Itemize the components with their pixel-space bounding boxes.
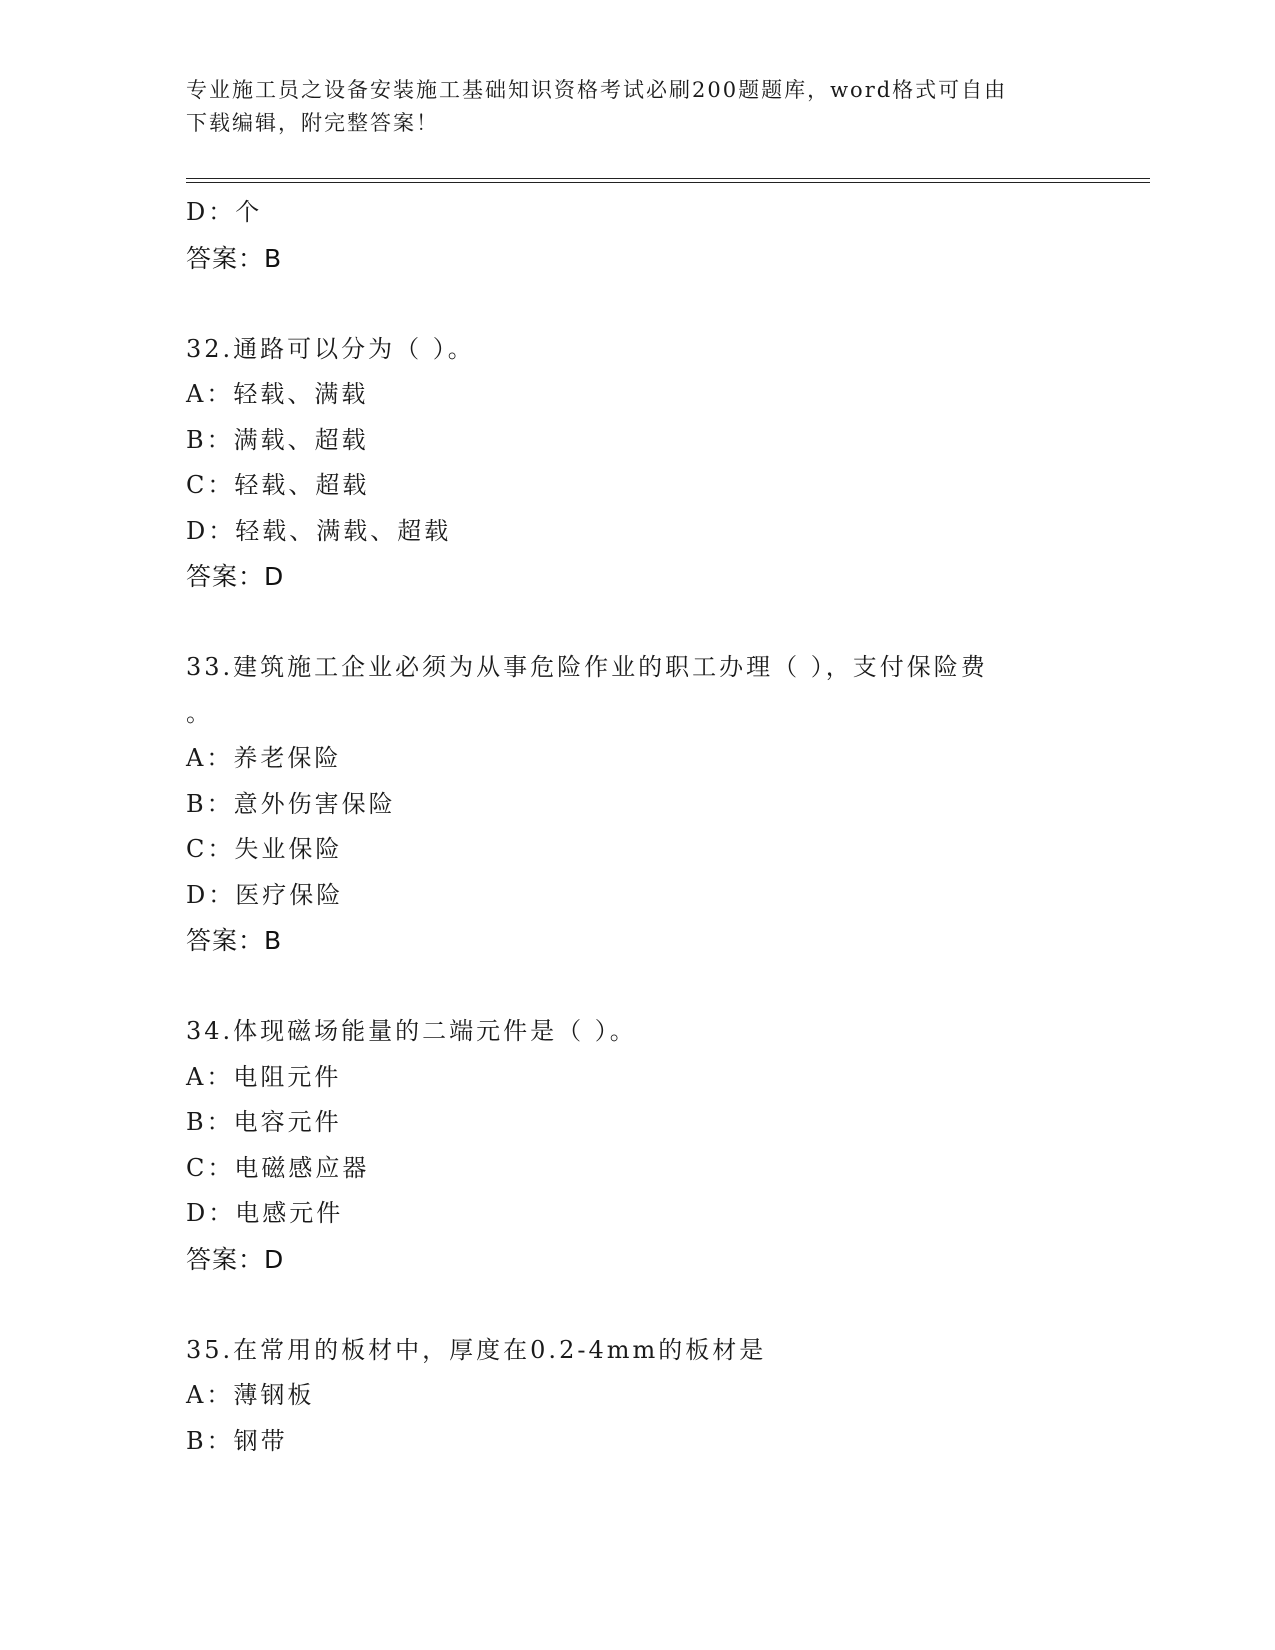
spacer xyxy=(186,281,1086,327)
question-stem: 33.建筑施工企业必须为从事危险作业的职工办理（ ），支付保险费 xyxy=(186,653,988,681)
option-d: D：个 xyxy=(186,198,263,226)
spacer xyxy=(186,1282,1086,1328)
question-list xyxy=(186,190,1086,1464)
option-c: C：轻载、超载 xyxy=(186,471,370,499)
option-d: D：轻载、满载、超载 xyxy=(186,516,452,545)
spacer xyxy=(186,600,1086,646)
question-stem: 32.通路可以分为（ ）。 xyxy=(186,334,475,363)
spacer xyxy=(186,964,1086,1010)
header-title-line-1: 专业施工员之设备安装施工基础知识资格考试必刷200题题库，word格式可自由 xyxy=(186,78,1008,102)
option-a: A：轻载、满载 xyxy=(186,380,369,408)
option-a: A：电阻元件 xyxy=(186,1062,342,1091)
option-b: B：电容元件 xyxy=(186,1108,342,1136)
option-d: D：医疗保险 xyxy=(186,880,344,909)
option-b: B：意外伤害保险 xyxy=(186,789,396,818)
option-a: A：薄钢板 xyxy=(186,1381,315,1409)
question-stem-continuation: 。 xyxy=(186,698,210,727)
answer-line: 答案：B xyxy=(186,926,283,955)
option-c: C：失业保险 xyxy=(186,835,343,863)
answer-line: 答案：B xyxy=(186,243,283,273)
answer-line: 答案：D xyxy=(186,1244,285,1274)
header-divider-top xyxy=(186,178,1150,179)
option-b: B：满载、超载 xyxy=(186,425,369,454)
carryover-question xyxy=(186,190,1086,281)
question-34 xyxy=(186,1009,1086,1282)
question-35 xyxy=(186,1328,1086,1465)
header-title-line-2: 下载编辑，附完整答案！ xyxy=(186,111,439,135)
document-header xyxy=(186,74,1066,140)
question-33 xyxy=(186,645,1086,964)
header-divider-bottom xyxy=(186,182,1150,183)
question-stem: 35.在常用的板材中，厚度在0.2-4mm的板材是 xyxy=(186,1335,767,1364)
option-d: D：电感元件 xyxy=(186,1199,344,1227)
answer-line: 答案：D xyxy=(186,562,285,591)
question-32 xyxy=(186,327,1086,600)
option-c: C：电磁感应器 xyxy=(186,1153,370,1182)
option-b: B：钢带 xyxy=(186,1426,288,1455)
option-a: A：养老保险 xyxy=(186,744,342,772)
question-stem: 34.体现磁场能量的二端元件是（ ）。 xyxy=(186,1017,637,1045)
